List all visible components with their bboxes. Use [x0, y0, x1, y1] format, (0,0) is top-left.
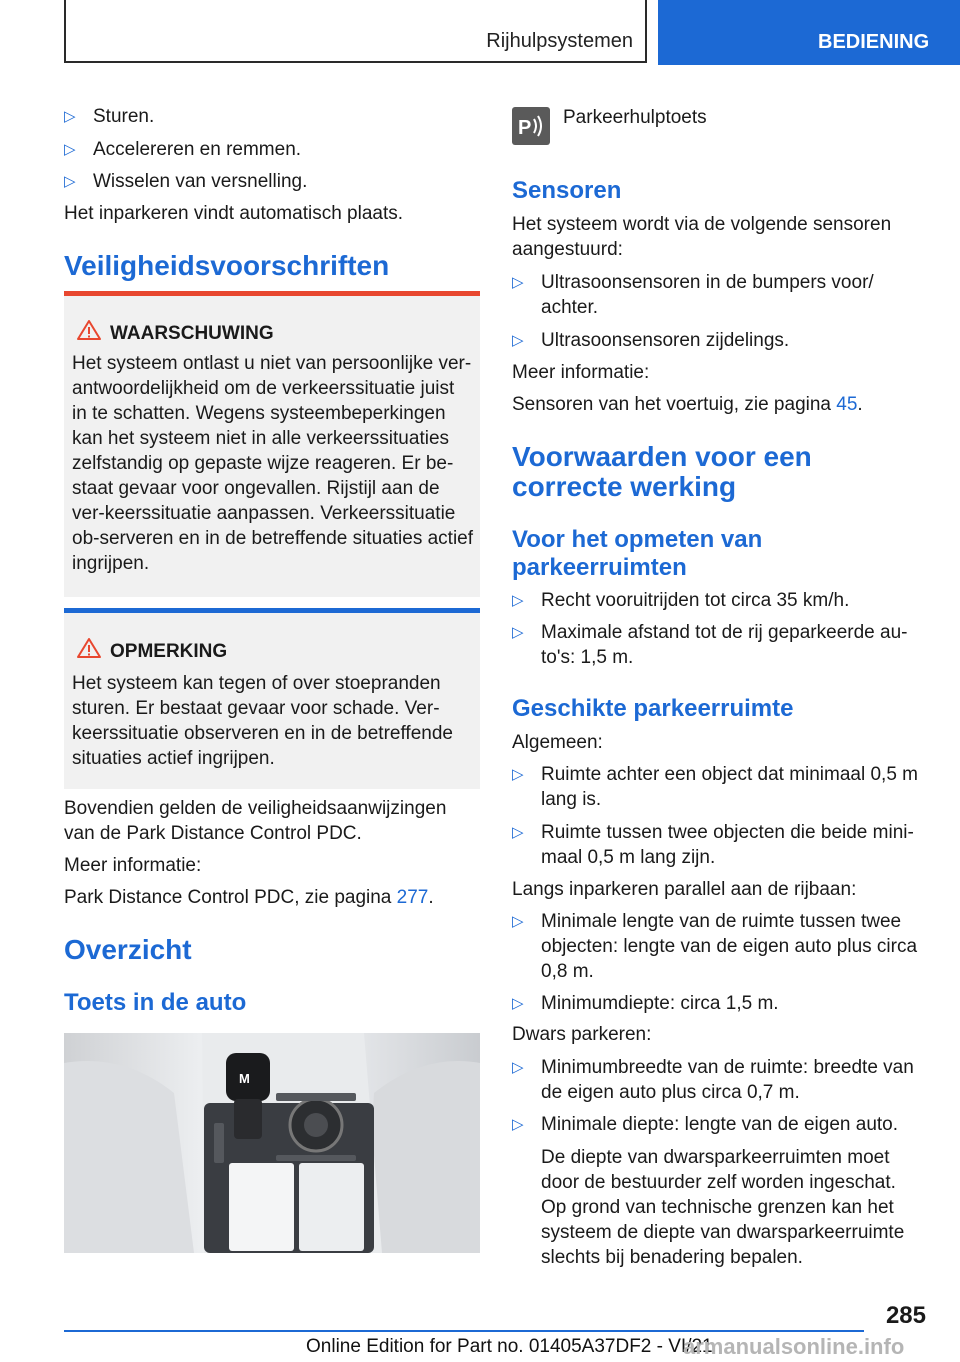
notice-body: Het systeem kan tegen of over stoepranden sturen. Er bestaat gevaar voor schade. Ver-keerssituatie observeren en in de betreffende situaties actief ingrijpen. — [72, 673, 453, 769]
bullet-arrow-icon: ▷ — [64, 108, 76, 125]
cross-parking-note: De diepte van dwarsparkeerruimten moet door de bestuurder zelf worden ingeschat. Op grond van technische grenzen kan het systeem de diepte van dwarsparkeerruimte slechts bij benadering bepalen. — [541, 1147, 905, 1268]
parking-assist-button-label: Parkeerhulptoets — [563, 107, 707, 128]
parallel-parking-label: Langs inparkeren parallel aan de rijbaan: — [512, 879, 857, 900]
notice-title: OPMERKING — [110, 641, 228, 662]
header-chapter-label: BEDIENING — [818, 31, 930, 53]
header-chapter-tab — [658, 0, 960, 65]
bullet-arrow-icon: ▷ — [64, 141, 76, 158]
warning-title: WAARSCHUWING — [110, 323, 274, 344]
warning-box — [64, 291, 480, 597]
heading-button-in-car: Toets in de auto — [64, 989, 247, 1016]
bullet-arrow-icon: ▷ — [64, 173, 76, 190]
heading-conditions: Voorwaarden voor een correcte werking — [512, 441, 812, 502]
heading-sensors: Sensoren — [512, 177, 622, 204]
general-label: Algemeen: — [512, 732, 603, 753]
bullet-arrow-icon: ▷ — [512, 995, 524, 1012]
more-info-label: Meer informatie: — [512, 362, 650, 383]
svg-text:P: P — [518, 117, 532, 139]
heading-overview: Overzicht — [64, 934, 192, 965]
bullet-arrow-icon: ▷ — [512, 1116, 524, 1133]
pdc-reference: Park Distance Control PDC, zie pagina 277. — [64, 887, 434, 908]
bullet-arrow-icon: ▷ — [512, 1059, 524, 1076]
list-item: ▷ Ultrasoonsensoren in de bumpers voor/ achter. — [512, 272, 874, 318]
warning-body: Het systeem ontlast u niet van persoonlijke ver-antwoordelijkheid om de verkeerssituatie juist in te schatten. Wegens systeembeperkingen kan het systeem niet in alle verkeerssituaties zelfstandig op gepaste wijze reageren. Er be-staat gevaar voor ongevallen. Rijstijl aan de ver-keerssituatie aanpassen. Verkeerssituatie ob-serveren en in de betreffende situaties actief ingrijpen. — [72, 353, 474, 574]
cross-parking-label: Dwars parkeren: — [512, 1024, 652, 1045]
sensors-intro: Het systeem wordt via de volgende sensoren aangestuurd: — [512, 214, 892, 260]
additional-safety-text: Bovendien gelden de veiligheidsaanwijzingen van de Park Distance Control PDC. — [64, 798, 447, 844]
parking-assist-button-icon — [512, 107, 550, 145]
page-number: 285 — [885, 1302, 926, 1329]
header-section-title: Rijhulpsystemen — [486, 30, 633, 52]
heading-suitable-space: Geschikte parkeerruimte — [512, 695, 794, 722]
bullet-arrow-icon: ▷ — [512, 332, 524, 349]
bullet-arrow-icon: ▷ — [512, 592, 524, 609]
center-console-photo — [64, 1033, 480, 1253]
footer-divider — [64, 1330, 864, 1332]
bullet-arrow-icon: ▷ — [512, 274, 524, 291]
bullet-arrow-icon: ▷ — [512, 913, 524, 930]
header-section-box — [64, 0, 647, 63]
watermark: armanualsonline.info — [683, 1334, 905, 1359]
page-link-277[interactable]: 277 — [396, 887, 429, 908]
more-info-label: Meer informatie: — [64, 855, 202, 876]
footer-edition: Online Edition for Part no. 01405A37DF2 - VI/21 — [306, 1336, 713, 1357]
gear-selector-logo: M — [239, 1071, 250, 1086]
heading-measure-spaces: Voor het opmeten van parkeerruimten — [512, 526, 763, 581]
auto-parking-text: Het inparkeren vindt automatisch plaats. — [64, 203, 404, 224]
page-link-45[interactable]: 45 — [836, 394, 858, 415]
bullet-arrow-icon: ▷ — [512, 824, 524, 841]
heading-safety: Veiligheidsvoorschriften — [64, 250, 390, 281]
warning-triangle-icon — [76, 637, 102, 659]
bullet-arrow-icon: ▷ — [512, 766, 524, 783]
notice-box — [64, 608, 480, 789]
sensors-reference: Sensoren van het voertuig, zie pagina 45. — [512, 394, 863, 415]
bullet-arrow-icon: ▷ — [512, 624, 524, 641]
warning-triangle-icon — [76, 319, 102, 341]
